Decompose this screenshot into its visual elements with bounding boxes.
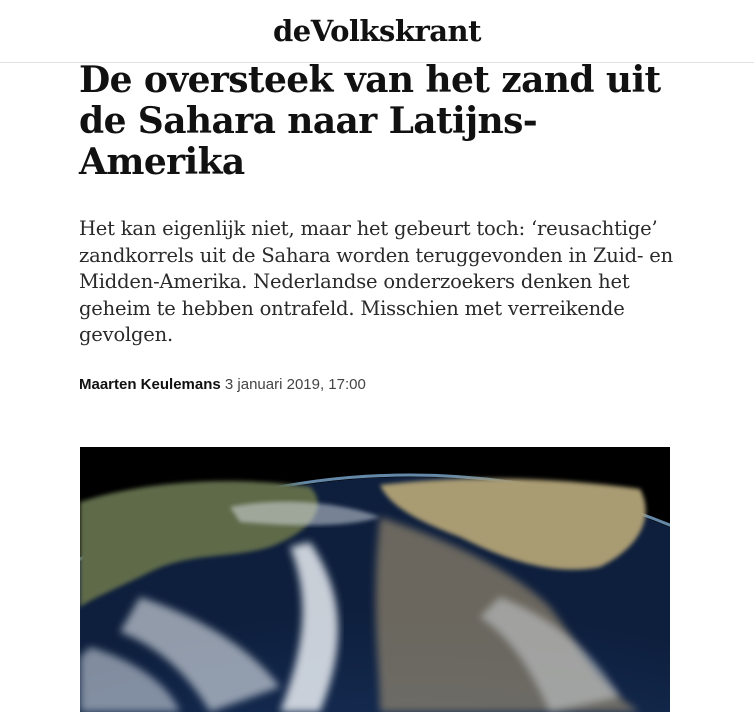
volkskrant-logo[interactable]: deVolkskrant [273, 14, 481, 48]
masthead [0, 0, 754, 63]
publish-date: 3 januari 2019, 17:00 [224, 376, 366, 393]
byline [79, 376, 366, 393]
article-headline: De oversteek van het zand uit de Sahara naar Latijns-Amerika [79, 59, 661, 183]
earth-from-space-image [80, 447, 670, 712]
hero-image [80, 447, 670, 712]
article-intro: Het kan eigenlijk niet, maar het gebeurt toch: ‘reusachtige’ zandkorrels uit de Sahara worden teruggevonden in Zuid- en Midden-Amerika. Nederlandse onderzoekers denken het geheim te hebben ontrafeld. Misschien met verreikende gevolgen. [79, 217, 673, 346]
author-link[interactable]: Maarten Keulemans [79, 376, 221, 393]
